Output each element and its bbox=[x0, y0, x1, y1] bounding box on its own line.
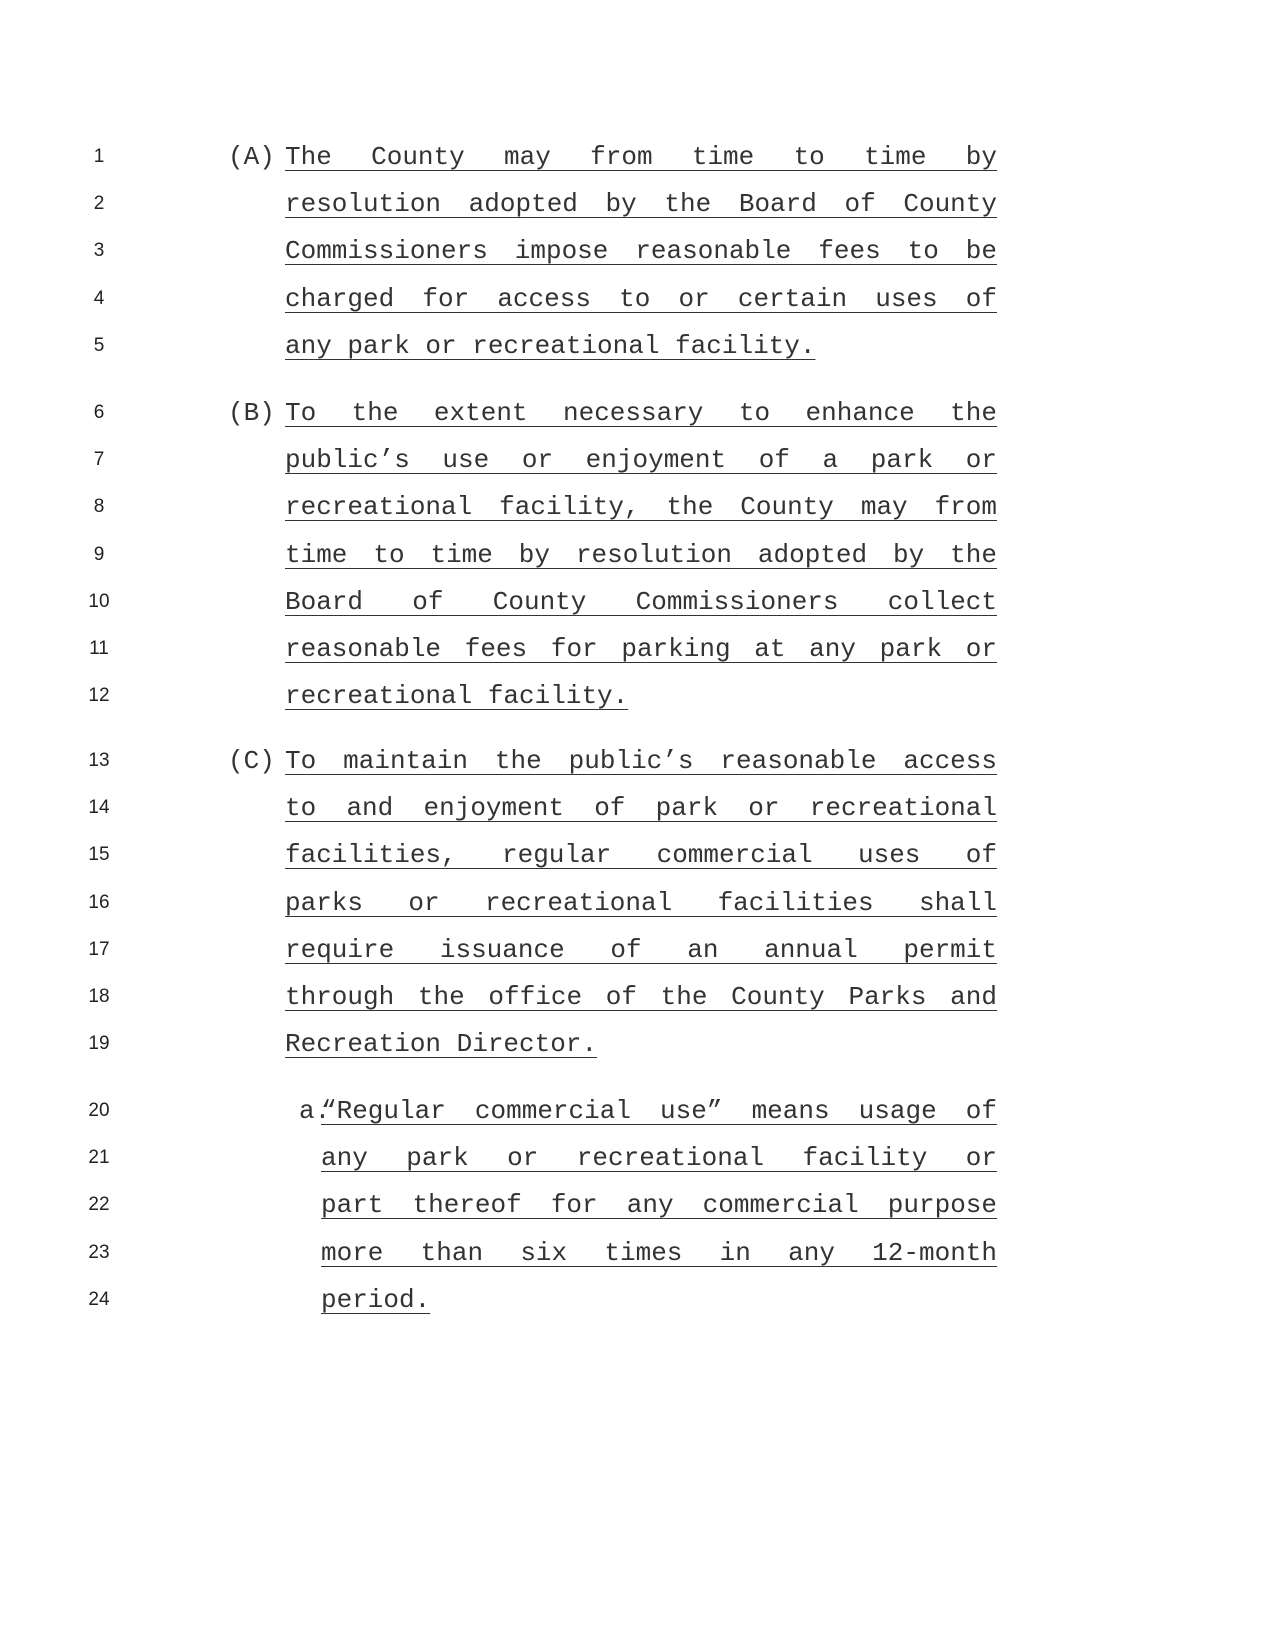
section-text-line: any park or recreational facility. bbox=[285, 331, 816, 361]
line-number: 21 bbox=[88, 1147, 110, 1168]
section-label: a. bbox=[299, 1096, 331, 1126]
line-number: 4 bbox=[93, 288, 105, 309]
document-line bbox=[0, 788, 1275, 828]
line-number: 14 bbox=[88, 797, 110, 818]
document-line bbox=[0, 1233, 1275, 1273]
line-number: 20 bbox=[88, 1100, 110, 1121]
document-line bbox=[0, 393, 1275, 433]
section-text-line: Recreation Director. bbox=[285, 1029, 598, 1059]
section-text-line: any park or recreational facility or bbox=[321, 1143, 997, 1173]
document-line bbox=[0, 137, 1275, 177]
section-text-line: Board of County Commissioners collect bbox=[285, 587, 997, 617]
document-line bbox=[0, 883, 1275, 923]
line-number: 8 bbox=[93, 496, 105, 517]
document-line bbox=[0, 977, 1275, 1017]
line-number: 12 bbox=[88, 685, 110, 706]
line-number: 24 bbox=[88, 1289, 110, 1310]
section-label: (A) bbox=[228, 142, 275, 172]
line-number: 15 bbox=[88, 844, 110, 865]
line-number: 23 bbox=[88, 1242, 110, 1263]
section-text-line: Commissioners impose reasonable fees to be bbox=[285, 236, 997, 266]
section-text-line: “Regular commercial use” means usage of bbox=[321, 1096, 997, 1126]
document-line bbox=[0, 1091, 1275, 1131]
line-number: 6 bbox=[93, 402, 105, 423]
document-line bbox=[0, 835, 1275, 875]
section-text-line: The County may from time to time by bbox=[285, 142, 997, 172]
section-text-line: reasonable fees for parking at any park or bbox=[285, 634, 997, 664]
section-text-line: To the extent necessary to enhance the bbox=[285, 398, 997, 428]
line-number: 19 bbox=[88, 1033, 110, 1054]
line-number: 22 bbox=[88, 1194, 110, 1215]
section-text-line: time to time by resolution adopted by the bbox=[285, 540, 997, 570]
document-line bbox=[0, 326, 1275, 366]
line-number: 1 bbox=[93, 146, 105, 167]
document-line bbox=[0, 1138, 1275, 1178]
line-number: 7 bbox=[93, 449, 105, 470]
section-label: (B) bbox=[228, 398, 275, 428]
document-line bbox=[0, 930, 1275, 970]
line-number: 13 bbox=[88, 750, 110, 771]
document-line bbox=[0, 487, 1275, 527]
document-line bbox=[0, 676, 1275, 716]
document-line bbox=[0, 184, 1275, 224]
section-text-line: recreational facility. bbox=[285, 681, 629, 711]
line-number: 2 bbox=[93, 193, 105, 214]
document-line bbox=[0, 1280, 1275, 1320]
line-number: 17 bbox=[88, 939, 110, 960]
document-line bbox=[0, 231, 1275, 271]
section-text-line: charged for access to or certain uses of bbox=[285, 284, 997, 314]
section-text-line: to and enjoyment of park or recreational bbox=[285, 793, 997, 823]
document-line bbox=[0, 741, 1275, 781]
line-number: 9 bbox=[93, 544, 105, 565]
document-line bbox=[0, 1024, 1275, 1064]
section-label: (C) bbox=[228, 746, 275, 776]
line-number: 16 bbox=[88, 892, 110, 913]
line-number: 5 bbox=[93, 335, 105, 356]
document-line bbox=[0, 1185, 1275, 1225]
document-line bbox=[0, 582, 1275, 622]
section-text-line: public’s use or enjoyment of a park or bbox=[285, 445, 997, 475]
section-text-line: recreational facility, the County may from bbox=[285, 492, 997, 522]
line-number: 11 bbox=[89, 638, 109, 659]
section-text-line: through the office of the County Parks and bbox=[285, 982, 997, 1012]
section-text-line: part thereof for any commercial purpose bbox=[321, 1190, 997, 1220]
line-number: 10 bbox=[88, 591, 110, 612]
document-line bbox=[0, 535, 1275, 575]
section-text-line: facilities, regular commercial uses of bbox=[285, 840, 997, 870]
document-line bbox=[0, 440, 1275, 480]
line-number: 18 bbox=[88, 986, 110, 1007]
section-text-line: require issuance of an annual permit bbox=[285, 935, 997, 965]
section-text-line: resolution adopted by the Board of County bbox=[285, 189, 997, 219]
section-text-line: period. bbox=[321, 1285, 431, 1315]
line-number: 3 bbox=[93, 240, 105, 261]
document-line bbox=[0, 279, 1275, 319]
section-text-line: more than six times in any 12-month bbox=[321, 1238, 997, 1268]
section-text-line: To maintain the public’s reasonable access bbox=[285, 746, 997, 776]
section-text-line: parks or recreational facilities shall bbox=[285, 888, 997, 918]
document-line bbox=[0, 629, 1275, 669]
